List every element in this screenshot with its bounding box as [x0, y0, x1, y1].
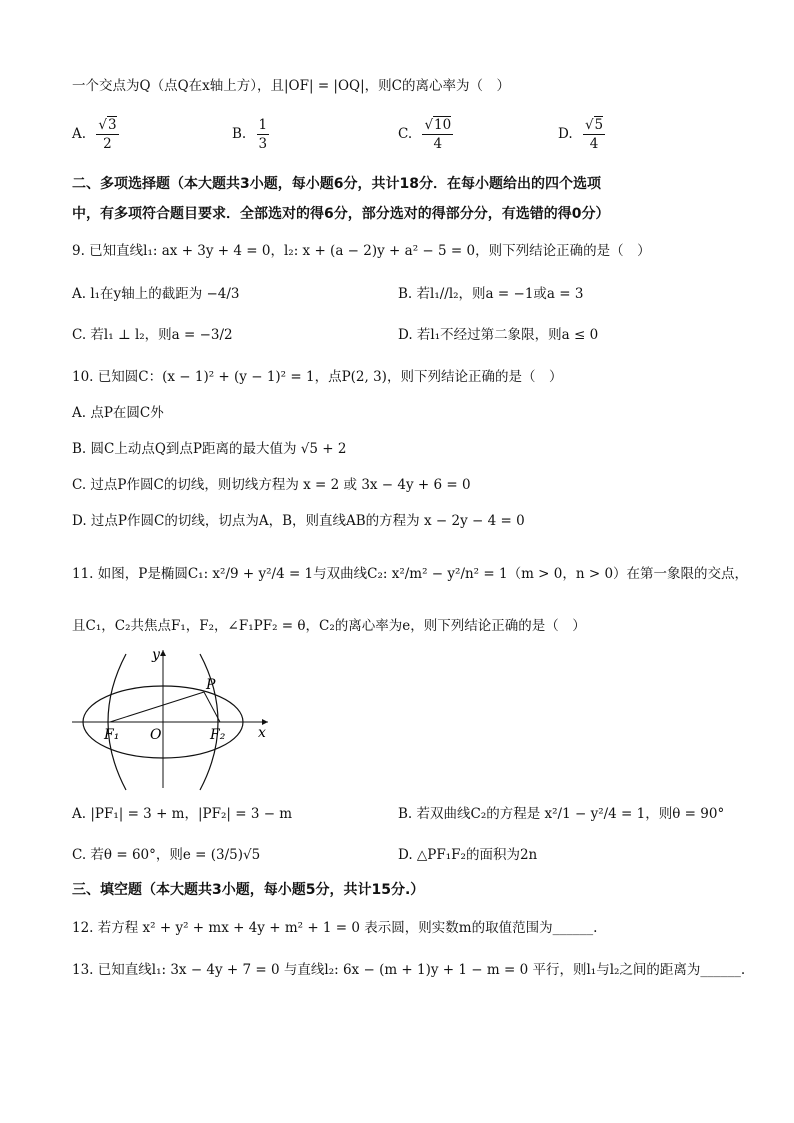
y-axis-label: y [152, 647, 160, 663]
option-label: D. [558, 126, 573, 142]
option-value: $\frac{√5}{4}$ [584, 117, 604, 152]
segment-pf1 [110, 692, 204, 722]
question-9: 9. 已知直线l₁: ax + 3y + 4 = 0，l₂: x + (a − 2)y + a² − 5 = 0，则下列结论正确的是（ ） [72, 243, 651, 259]
point-p-label: P [206, 677, 216, 693]
question-10: 10. 已知圆C：(x − 1)² + (y − 1)² = 1，点P(2, 3)，则下列结论正确的是（ ） [72, 369, 563, 385]
q10-option-a: A. 点P在圆C外 [72, 405, 164, 421]
focus-f1-label: F₁ [104, 727, 120, 743]
section-2-header-line1: 二、多项选择题（本大题共3小题，每小题6分，共计18分．在每小题给出的四个选项 [72, 176, 601, 192]
option-label: B. [232, 126, 247, 142]
question-13: 13. 已知直线l₁: 3x − 4y + 7 = 0 与直线l₂: 6x − (m + 1)y + 1 − m = 0 平行，则l₁与l₂之间的距离为______. [72, 962, 746, 978]
option-value: $\frac{√3}{2}$ [98, 117, 117, 152]
question-11-line1: 11. 如图，P是椭圆C₁: x²/9 + y²/4 = 1与双曲线C₂: x²/m² − y²/n² = 1（m > 0，n > 0）在第一象限的交点， [72, 566, 749, 582]
q10-option-c: C. 过点P作圆C的切线，则切线方程为 x = 2 或 3x − 4y + 6 = 0 [72, 477, 471, 493]
q8-option-d [558, 116, 605, 153]
option-value: $\frac{√10}{4}$ [424, 117, 452, 152]
q8-option-c [398, 116, 453, 153]
q10-option-d: D. 过点P作圆C的切线，切点为A，B，则直线AB的方程为 x − 2y − 4 = 0 [72, 513, 525, 529]
section-3-header: 三、填空题（本大题共3小题，每小题5分，共计15分.） [72, 882, 425, 898]
q11-option-d: D. △PF₁F₂的面积为2n [398, 847, 538, 863]
option-label: A. [72, 126, 87, 142]
question-8-tail: 一个交点为Q（点Q在x轴上方），且|OF| = |OQ|，则C的离心率为（ ） [72, 78, 510, 94]
ellipse-hyperbola-figure [68, 642, 284, 792]
q9-option-b: B. 若l₁//l₂，则a = −1或a = 3 [398, 286, 584, 302]
section-2-header-line2: 中，有多项符合题目要求．全部选对的得6分，部分选对的得部分分，有选错的得0分） [72, 206, 610, 222]
q9-option-a: A. l₁在y轴上的截距为 −4/3 [72, 286, 240, 302]
q11-option-c: C. 若θ = 60°，则e = (3/5)√5 [72, 847, 261, 863]
q9-option-c: C. 若l₁ ⊥ l₂，则a = −3/2 [72, 327, 233, 343]
q11-option-a: A. |PF₁| = 3 + m，|PF₂| = 3 − m [72, 806, 293, 822]
q8-option-b [232, 116, 269, 153]
option-value: $\frac{1}{3}$ [258, 117, 268, 152]
focus-f2-label: F₂ [210, 727, 226, 743]
option-label: C. [398, 126, 413, 142]
q10-option-b: B. 圆C上动点Q到点P距离的最大值为 √5 + 2 [72, 441, 347, 457]
question-11-line2: 且C₁，C₂共焦点F₁，F₂，∠F₁PF₂ = θ，C₂的离心率为e，则下列结论正确的是（ ） [72, 618, 586, 634]
x-axis-label: x [258, 725, 266, 741]
question-12: 12. 若方程 x² + y² + mx + 4y + m² + 1 = 0 表示圆，则实数m的取值范围为______. [72, 920, 598, 936]
q11-option-b: B. 若双曲线C₂的方程是 x²/1 − y²/4 = 1，则θ = 90° [398, 806, 725, 822]
origin-label: O [150, 727, 162, 743]
q9-option-d: D. 若l₁不经过第二象限，则a ≤ 0 [398, 327, 599, 343]
q8-option-a [72, 116, 119, 153]
